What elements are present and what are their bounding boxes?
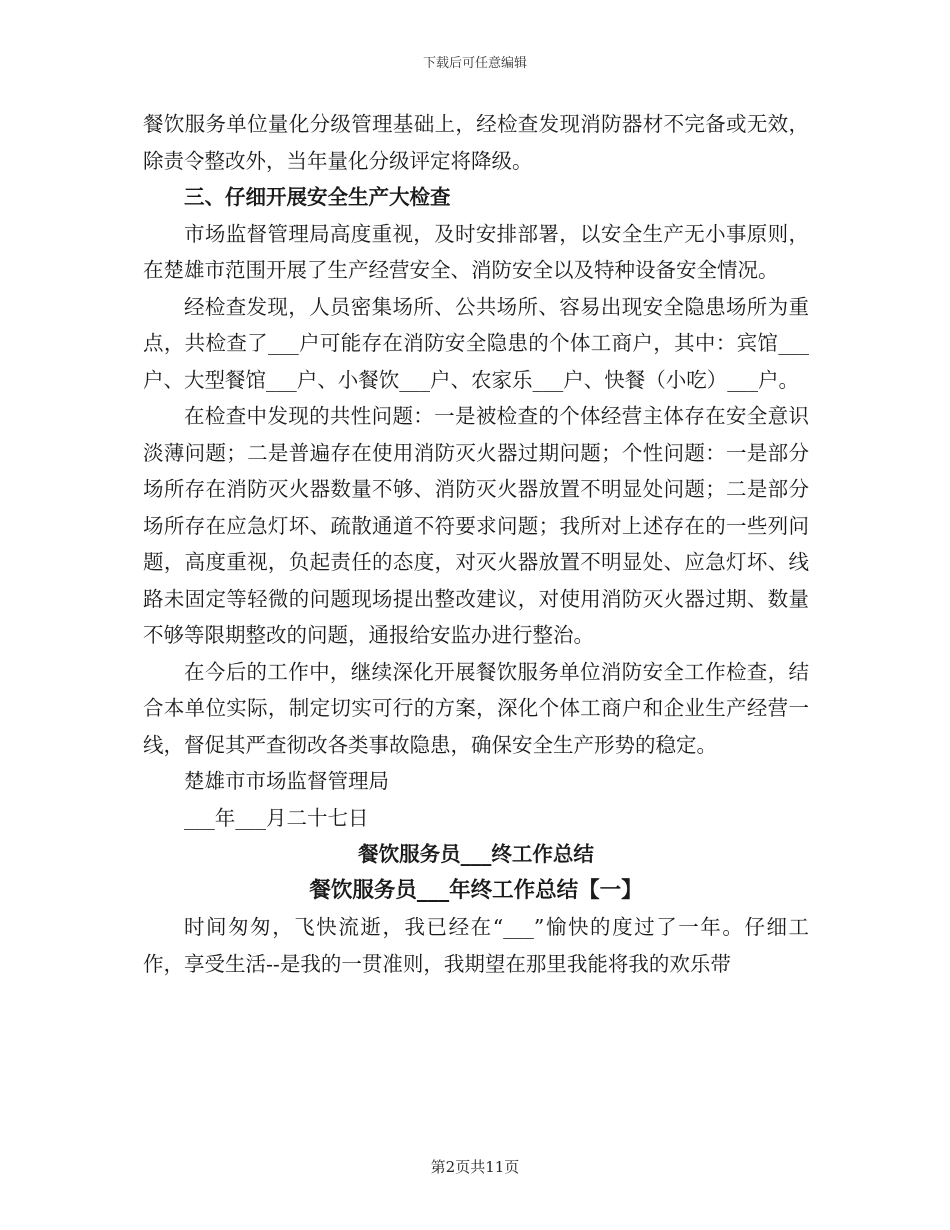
paragraph-continuation: 餐饮服务单位量化分级管理基础上，经检查发现消防器材不完备或无效，除责令整改外，当年量化分级评定将降级。 [143,112,809,173]
page-number: 第2页共11页 [430,1158,520,1176]
signature-date: ___年___月二十七日 [184,805,369,830]
document-body [143,106,809,982]
signature-organization: 楚雄市市场监督管理局 [184,769,389,793]
section-heading: 三、仔细开展安全生产大检查 [184,185,451,209]
document-title: 餐饮服务员___终工作总结 [358,842,594,866]
paragraph: 在检查中发现的共性问题：一是被检查的个体经营主体存在安全意识淡薄问题；二是普遍存在使用消防灭火器过期问题；个性问题：一是部分场所存在消防灭火器数量不够、消防灭火器放置不明显处问题；二是部分场所存在应急灯坏、疏散通道不符要求问题；我所对上述存在的一些列问题，高度重视，负起责任的态度，对灭火器放置不明显处、应急灯坏、线路未固定等轻微的问题现场提出整改建议，对使用消防灭火器过期、数量不够等限期整改的问题，通报给安监办进行整治。 [143,404,809,647]
paragraph: 市场监督管理局高度重视，及时安排部署，以安全生产无小事原则，在楚雄市范围开展了生产经营安全、消防安全以及特种设备安全情况。 [143,221,809,282]
paragraph: 时间匆匆，飞快流逝，我已经在“___”愉快的度过了一年。仔细工作，享受生活--是我的一贯准则，我期望在那里我能将我的欢乐带 [143,915,809,976]
document-subtitle: 餐饮服务员___年终工作总结【一】 [309,877,643,903]
page-header: 下载后可任意编辑 [422,56,527,71]
paragraph: 经检查发现，人员密集场所、公共场所、容易出现安全隐患场所为重点，共检查了___户可能存在消防安全隐患的个体工商户，其中：宾馆___户、大型餐馆___户、小餐饮___户、农家乐___户、快餐（小吃）___户。 [143,294,809,392]
paragraph: 在今后的工作中，继续深化开展餐饮服务单位消防安全工作检查，结合本单位实际，制定切实可行的方案，深化个体工商户和企业生产经营一线，督促其严查彻改各类事故隐患，确保安全生产形势的稳定。 [143,659,809,757]
